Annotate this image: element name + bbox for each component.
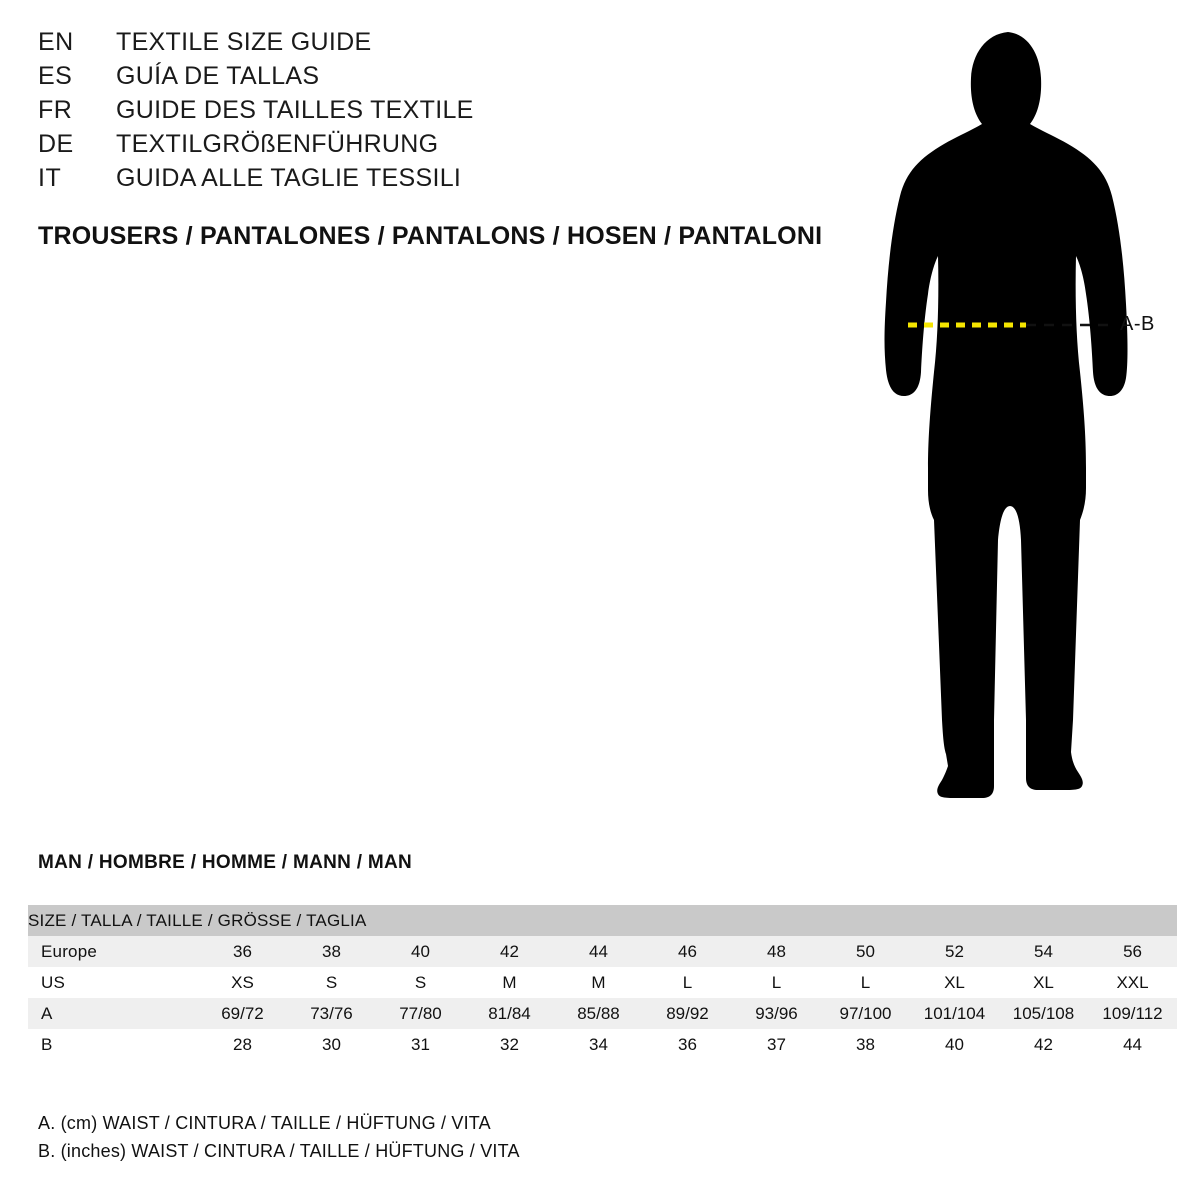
cell-us-9: XL: [999, 967, 1088, 998]
language-row-it: [38, 166, 818, 191]
language-row-es: [38, 64, 818, 89]
cell-us-5: L: [643, 967, 732, 998]
silhouette-icon: [820, 20, 1190, 810]
cell-europe-6: 48: [732, 936, 821, 967]
cell-a-4: 85/88: [554, 998, 643, 1029]
male-silhouette-figure: [820, 20, 1190, 810]
table-row: [28, 936, 1177, 967]
cell-us-1: S: [287, 967, 376, 998]
row-label-us: US: [28, 967, 198, 998]
language-code-it: IT: [38, 164, 62, 192]
language-text-en: TEXTILE SIZE GUIDE: [116, 28, 372, 56]
language-text-fr: GUIDE DES TAILLES TEXTILE: [116, 96, 474, 124]
cell-us-7: L: [821, 967, 910, 998]
language-text-it: GUIDA ALLE TAGLIE TESSILI: [116, 164, 462, 192]
row-label-europe: Europe: [28, 936, 198, 967]
garment-type-subtitle: TROUSERS / PANTALONES / PANTALONS / HOSEN / PANTALONI: [38, 222, 823, 250]
footnote-a: A. (cm) WAIST / CINTURA / TAILLE / HÜFTUNG / VITA: [38, 1113, 491, 1133]
cell-b-1: 30: [287, 1029, 376, 1060]
cell-b-6: 37: [732, 1029, 821, 1060]
cell-a-1: 73/76: [287, 998, 376, 1029]
language-code-en: EN: [38, 28, 74, 56]
cell-b-3: 32: [465, 1029, 554, 1060]
table-header-row: [28, 905, 1177, 936]
row-label-a: A: [28, 998, 198, 1029]
cell-a-9: 105/108: [999, 998, 1088, 1029]
language-row-de: [38, 132, 818, 157]
language-code-fr: FR: [38, 96, 73, 124]
cell-a-10: 109/112: [1088, 998, 1177, 1029]
cell-us-8: XL: [910, 967, 999, 998]
footnotes: [38, 1110, 520, 1166]
size-table: [28, 905, 1177, 1060]
table-group-title: MAN / HOMBRE / HOMME / MANN / MAN: [38, 852, 413, 873]
cell-b-10: 44: [1088, 1029, 1177, 1060]
table-header-label: SIZE / TALLA / TAILLE / GRÖSSE / TAGLIA: [28, 905, 1177, 936]
table-row: [28, 1029, 1177, 1060]
cell-b-0: 28: [198, 1029, 287, 1060]
footnote-b: B. (inches) WAIST / CINTURA / TAILLE / HÜFTUNG / VITA: [38, 1140, 520, 1161]
cell-a-8: 101/104: [910, 998, 999, 1029]
language-row-en: [38, 30, 818, 55]
cell-europe-1: 38: [287, 936, 376, 967]
language-text-es: GUÍA DE TALLAS: [116, 62, 320, 90]
cell-b-2: 31: [376, 1029, 465, 1060]
cell-us-0: XS: [198, 967, 287, 998]
cell-us-10: XXL: [1088, 967, 1177, 998]
cell-us-4: M: [554, 967, 643, 998]
cell-us-6: L: [732, 967, 821, 998]
cell-a-3: 81/84: [465, 998, 554, 1029]
cell-a-5: 89/92: [643, 998, 732, 1029]
cell-a-0: 69/72: [198, 998, 287, 1029]
table-row: [28, 998, 1177, 1029]
cell-europe-4: 44: [554, 936, 643, 967]
cell-europe-7: 50: [821, 936, 910, 967]
language-code-de: DE: [38, 130, 74, 158]
waist-measure-line: [900, 300, 1140, 350]
cell-europe-10: 56: [1088, 936, 1177, 967]
cell-us-2: S: [376, 967, 465, 998]
cell-b-7: 38: [821, 1029, 910, 1060]
cell-europe-9: 54: [999, 936, 1088, 967]
cell-b-8: 40: [910, 1029, 999, 1060]
cell-b-4: 34: [554, 1029, 643, 1060]
cell-europe-0: 36: [198, 936, 287, 967]
cell-a-2: 77/80: [376, 998, 465, 1029]
cell-europe-8: 52: [910, 936, 999, 967]
cell-europe-5: 46: [643, 936, 732, 967]
row-label-b: B: [28, 1029, 198, 1060]
language-text-de: TEXTILGRÖßENFÜHRUNG: [116, 130, 439, 158]
cell-b-9: 42: [999, 1029, 1088, 1060]
cell-a-7: 97/100: [821, 998, 910, 1029]
cell-europe-2: 40: [376, 936, 465, 967]
cell-us-3: M: [465, 967, 554, 998]
language-code-es: ES: [38, 62, 73, 90]
cell-europe-3: 42: [465, 936, 554, 967]
language-title-list: [38, 30, 818, 200]
measure-label-ab: A-B: [1120, 313, 1155, 335]
table-row: [28, 967, 1177, 998]
language-row-fr: [38, 98, 818, 123]
cell-b-5: 36: [643, 1029, 732, 1060]
cell-a-6: 93/96: [732, 998, 821, 1029]
